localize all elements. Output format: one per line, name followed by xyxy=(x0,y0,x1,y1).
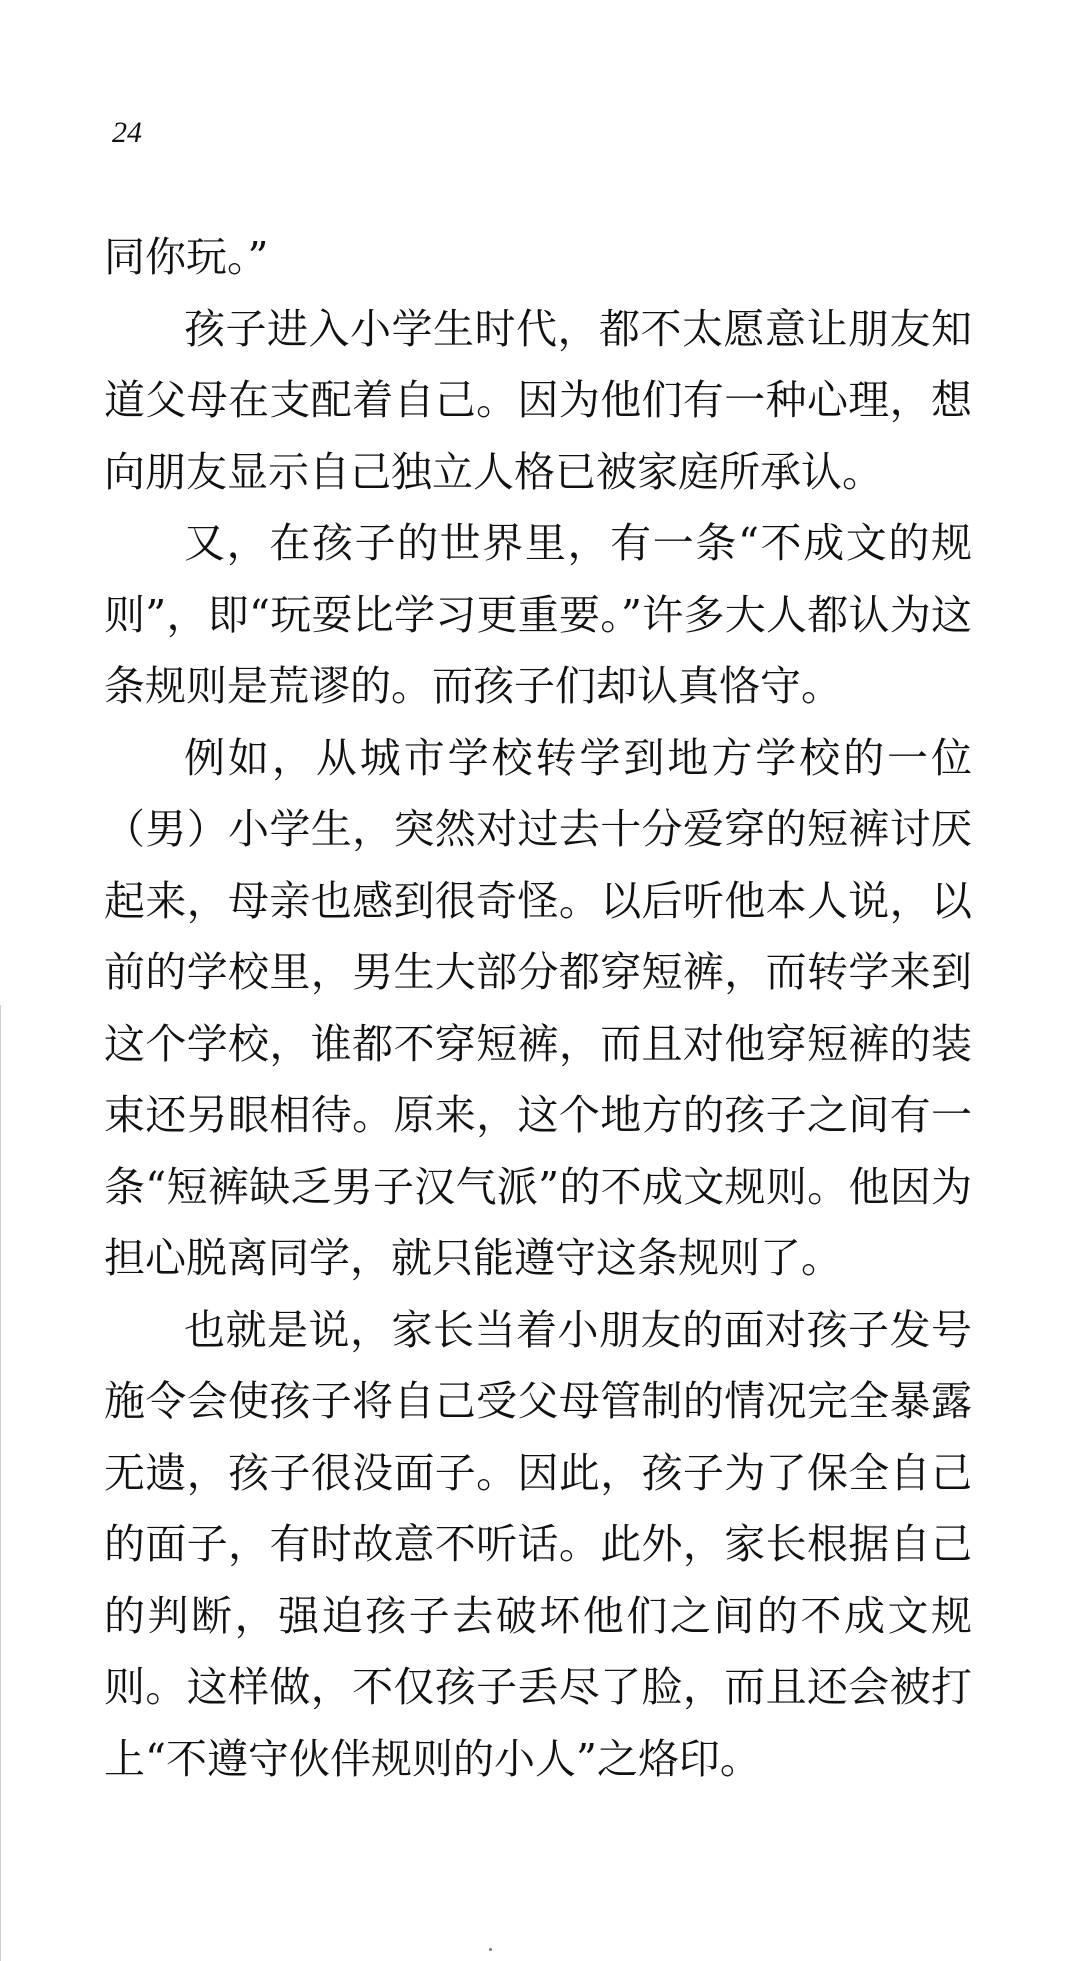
paragraph: 又，在孩子的世界里，有一条“不成文的规则”，即“玩耍比学习更重要。”许多大人都认为这条规则是荒谬的。而孩子们却认真恪守。 xyxy=(104,519,972,710)
body-text xyxy=(104,222,972,1795)
paragraph: 也就是说，家长当着小朋友的面对孩子发号施令会使孩子将自己受父母管制的情况完全暴露无遗，孩子很没面子。因此，孩子为了保全自己的面子，有时故意不听话。此外，家长根据自己的判断，强迫孩子去破坏他们之间的不成文规则。这样做，不仅孩子丢尽了脸，而且还会被打上“不遵守伙伴规则的小人”之烙印。 xyxy=(104,1305,972,1783)
paragraph-continuation: 同你玩。” xyxy=(104,233,269,281)
scan-edge-line xyxy=(0,1005,1,1961)
page-number: 24 xyxy=(112,116,142,149)
paragraph: 孩子进入小学生时代，都不太愿意让朋友知道父母在支配着自己。因为他们有一种心理，想向朋友显示自己独立人格已被家庭所承认。 xyxy=(104,304,972,496)
scan-speck xyxy=(489,1948,492,1951)
paragraph: 例如，从城市学校转学到地方学校的一位（男）小学生，突然对过去十分爱穿的短裤讨厌起来，母亲也感到很奇怪。以后听他本人说，以前的学校里，男生大部分都穿短裤，而转学来到这个学校，谁都不穿短裤，而且对他穿短裤的装束还另眼相待。原来，这个地方的孩子之间有一条“短裤缺乏男子汉气派”的不成文规则。他因为担心脱离同学，就只能遵守这条规则了。 xyxy=(104,733,972,1282)
